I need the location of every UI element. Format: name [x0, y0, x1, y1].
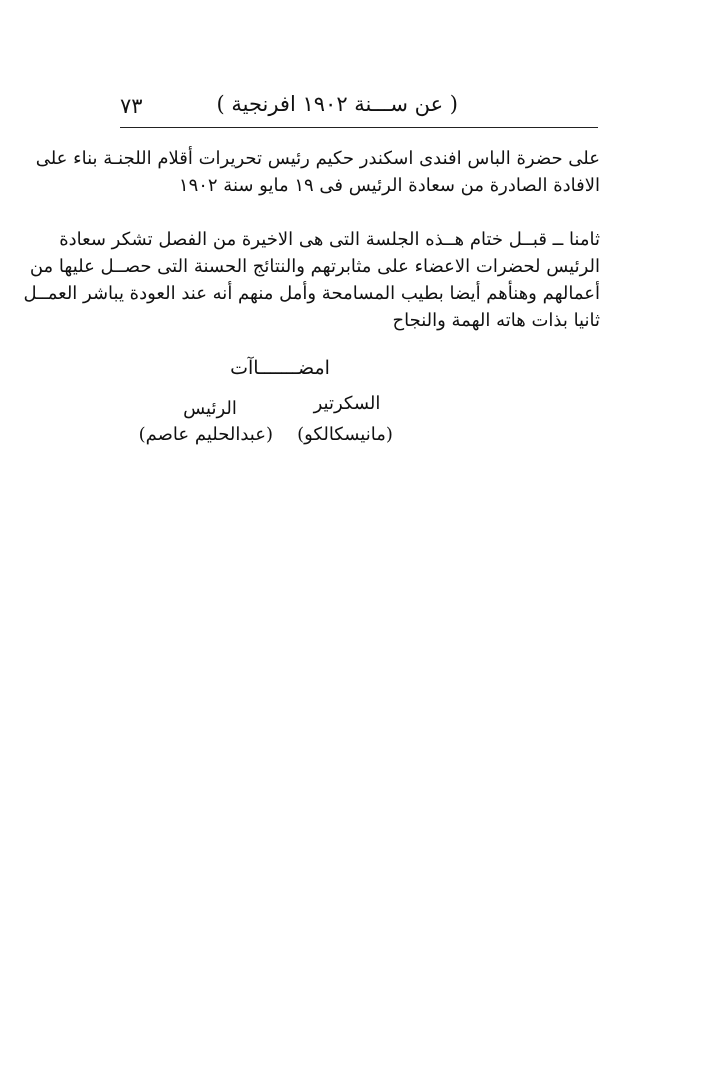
secretary-name: (مانيسكالكو): [297, 424, 393, 445]
president-name: (عبدالحليم عاصم): [138, 424, 273, 445]
paragraph-assignment: [35, 145, 600, 199]
header-rule: [120, 127, 598, 128]
page-number: ٧٣: [120, 94, 143, 118]
secretary-role: السكرتير: [313, 393, 381, 414]
text-line: ثانيا بذات هاته الهمة والنجاح: [392, 310, 600, 331]
signatures-heading: امضـــــــاآت: [230, 357, 330, 379]
text-line: الافادة الصادرة من سعادة الرئيس فى ١٩ مايو سنة ١٩٠٢: [178, 175, 600, 196]
page-header: [120, 88, 598, 124]
text-line: على حضرة الباس افندى اسكندر حكيم رئيس تحريرات أقلام اللجنـة بناء على: [35, 148, 600, 169]
text-line: أعمالهم وهنأهم أيضا بطيب المسامحة وأمل منهم أنه عند العودة يباشر العمــل: [23, 283, 600, 304]
paragraph-closing: [23, 226, 600, 334]
text-line: ثامنا ــ قبــل ختام هــذه الجلسة التى هى الاخيرة من الفصل تشكر سعادة: [59, 229, 600, 250]
president-role: الرئيس: [183, 398, 237, 419]
running-title: ( عن ســـنة ١٩٠٢ افرنجية ): [216, 92, 458, 116]
text-line: الرئيس لحضرات الاعضاء على مثابرتهم والنتائج الحسنة التى حصــل عليها من: [29, 256, 600, 277]
